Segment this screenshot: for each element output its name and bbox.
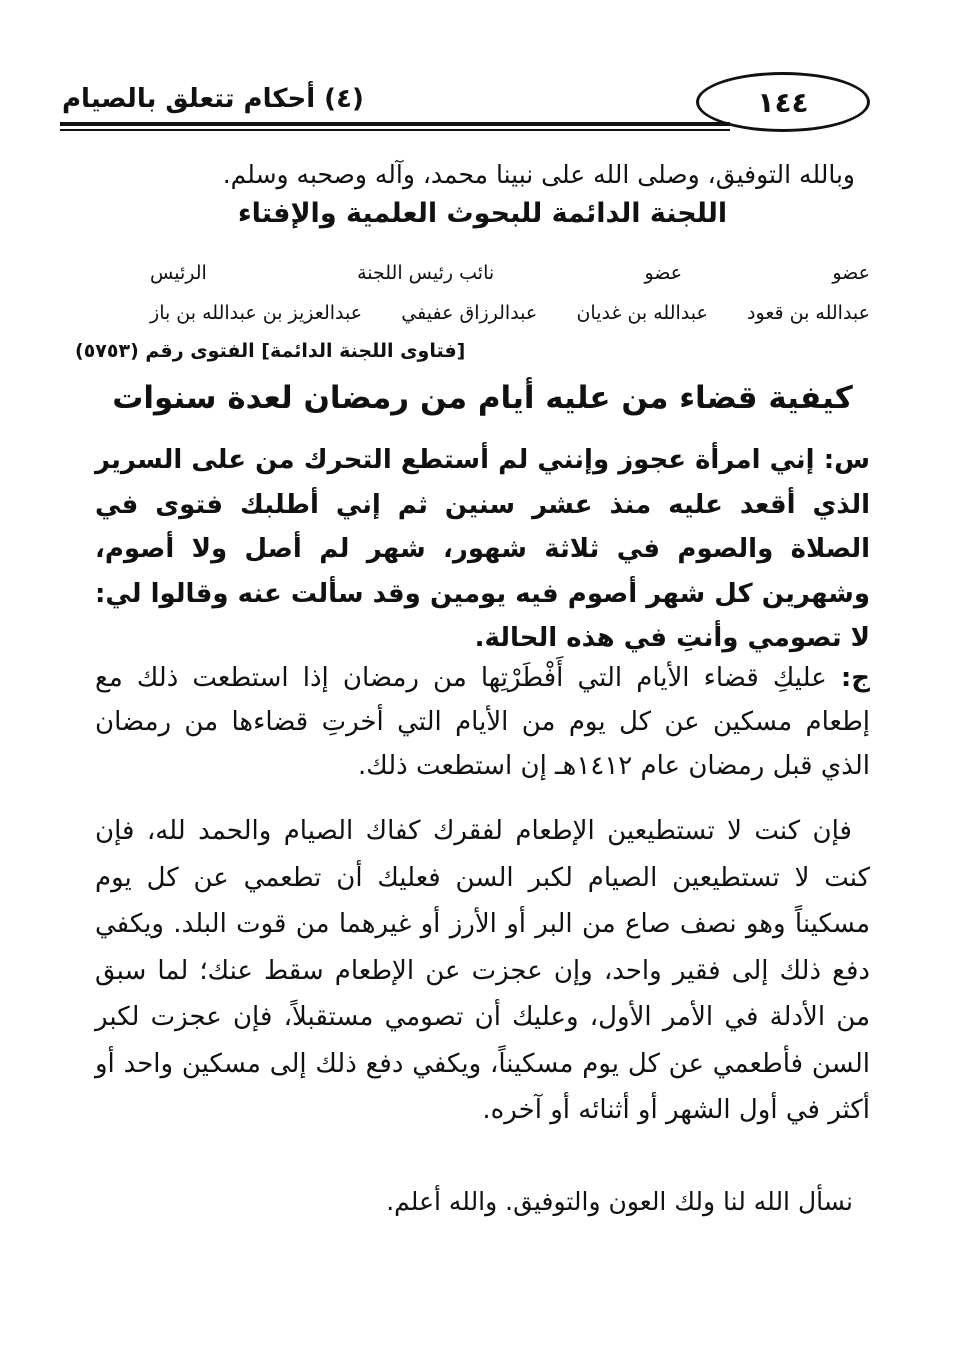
page-number-badge: ١٤٤ xyxy=(696,72,870,132)
question-text: إني امرأة عجوز وإنني لم أستطع التحرك من على السرير الذي أقعد عليه منذ عشر سنين ثم إني أطلبك فتوى في الصلاة والصوم في ثلاثة شهور، شهر لم أصل ولا أصوم، وشهرين كل شهر أصوم فيه يومين وقد سألت عنه وقالوا لي: xyxy=(95,445,870,609)
signer-name-2: عبدالله بن غديان xyxy=(576,302,708,324)
signer-name-1: عبدالله بن قعود xyxy=(747,302,870,324)
answer-prefix: ج: xyxy=(840,663,870,693)
header-rule xyxy=(60,122,730,126)
signature-roles xyxy=(150,262,870,284)
section-heading: كيفية قضاء من عليه أيام من رمضان لعدة سنوات xyxy=(112,380,853,416)
fatwa-reference: [فتاوى اللجنة الدائمة] الفتوى رقم (٥٧٥٣) xyxy=(75,340,466,362)
closing-paragraph: نسأل الله لنا ولك العون والتوفيق. والله أعلم. xyxy=(386,1187,853,1216)
page-header xyxy=(60,62,870,132)
role-chair: الرئيس xyxy=(150,262,207,284)
role-member-1: عضو xyxy=(832,262,870,284)
question-paragraph xyxy=(95,438,870,658)
committee-name: اللجنة الدائمة للبحوث العلمية والإفتاء xyxy=(237,198,728,229)
book-title: (٤) أحكام تتعلق بالصيام xyxy=(62,84,364,114)
question-prefix: س: xyxy=(823,445,870,475)
question-quote: لا تصومي وأنتِ في هذه الحالة. xyxy=(474,623,870,653)
role-member-2: عضو xyxy=(644,262,683,284)
role-vice-chair: نائب رئيس اللجنة xyxy=(357,262,495,284)
body-paragraph xyxy=(95,808,870,1183)
header-rule-thin xyxy=(60,129,730,131)
signature-names xyxy=(150,302,870,324)
paragraph-text: فإن كنت لا تستطيعين الإطعام لفقرك كفاك الصيام والحمد لله، فإن كنت لا تستطيعين الصيام لكبر السن فعليك أن تطعمي عن كل يوم مسكيناً وهو نصف صاع من البر أو الأرز أو غيرهما من قوت البلد. ويكفي دفع ذلك إلى فقير واحد، وإن عجزت عن الإطعام سقط عنك؛ لما سبق من الأدلة في الأمر الأول، وعليك أن تصومي مستقبلاً، فإن عجزت لكبر السن فأطعمي عن كل يوم مسكيناً، ويكفي دفع ذلك إلى مسكين واحد أو أكثر في أول الشهر أو أثنائه أو آخره. xyxy=(95,816,870,1125)
signer-name-3: عبدالرزاق عفيفي xyxy=(401,302,538,324)
previous-fatwa-closing: وبالله التوفيق، وصلى الله على نبينا محمد، وآله وصحبه وسلم. xyxy=(222,160,855,189)
signer-name-4: عبدالعزيز بن عبدالله بن باز xyxy=(150,302,363,324)
answer-text: عليكِ قضاء الأيام التي أَفْطَرْتِها من رمضان إذا استطعت ذلك مع إطعام مسكين عن كل يوم من الأيام التي أخرتِ قضاءها من رمضان الذي قبل رمضان عام ١٤١٢هـ إن استطعت ذلك. xyxy=(95,663,870,781)
answer-paragraph xyxy=(95,656,870,791)
